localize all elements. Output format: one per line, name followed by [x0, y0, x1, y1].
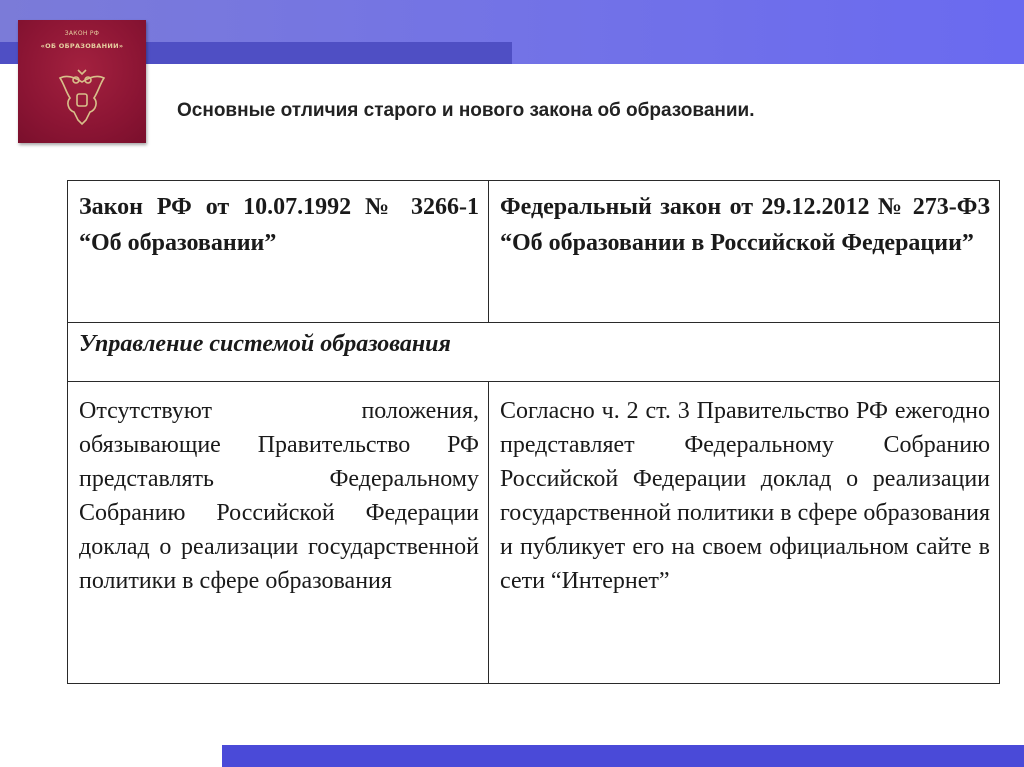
- bottom-decor-left: [0, 745, 222, 767]
- section-row: [68, 323, 1000, 382]
- page-heading: Основные отличия старого и нового закона об образовании.: [177, 100, 755, 121]
- law-book-cover: [18, 20, 146, 143]
- section-title: Управление системой образования: [68, 323, 1000, 382]
- table-header-row: [68, 181, 1000, 323]
- new-law-provision: Согласно ч. 2 ст. 3 Правительство РФ ежегодно представляет Федеральному Собранию Российской Федерации доклад о реализации государственной политики в сфере образования и публикует его на своем официальном сайте в сети “Интернет”: [489, 382, 1000, 684]
- cover-title-line2: «ОБ ОБРАЗОВАНИИ»: [40, 42, 124, 50]
- bottom-decor-band: [222, 745, 1024, 767]
- cover-title-line1: ЗАКОН РФ: [64, 30, 100, 37]
- old-law-title: Закон РФ от 10.07.1992 № 3266-1 “Об образовании”: [68, 181, 489, 323]
- coat-of-arms-icon: [56, 68, 108, 130]
- comparison-table: [67, 180, 1000, 684]
- table-row: [68, 382, 1000, 684]
- old-law-provision: Отсутствуют положения, обязывающие Правительство РФ представлять Федеральному Собранию Российской Федерации доклад о реализации государственной политики в сфере образования: [68, 382, 489, 684]
- new-law-title: Федеральный закон от 29.12.2012 № 273-ФЗ “Об образовании в Российской Федерации”: [489, 181, 1000, 323]
